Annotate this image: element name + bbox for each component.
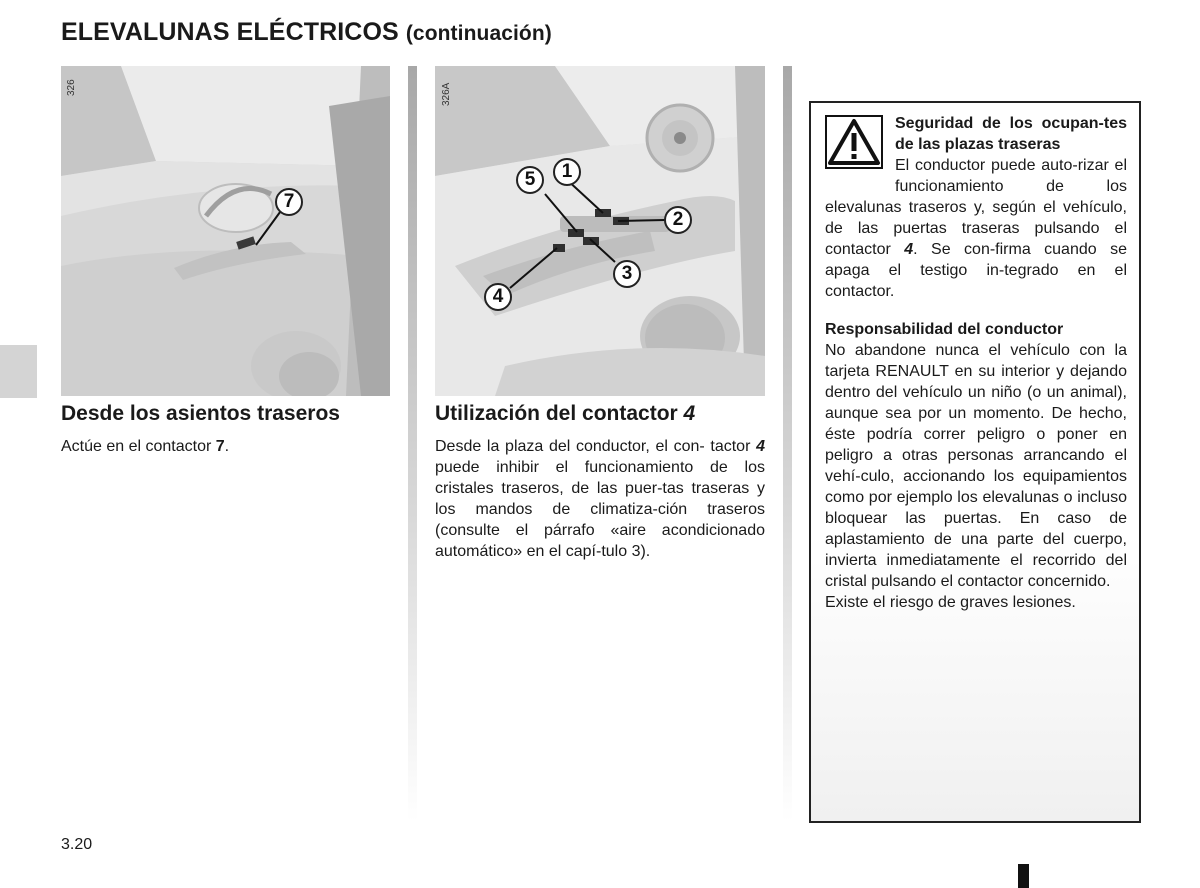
figure-callout-3: 3: [613, 260, 641, 288]
figure-callout-2: 2: [664, 206, 692, 234]
figure-callout-1: 1: [553, 158, 581, 186]
warning-paragraph-1: El conductor puede auto-rizar el funcionamiento de los elevalunas traseros y, según el vehículo, de las puertas traseras pulsando el contactor 4. Se con-firma cuando se apaga el testigo in-tegrado en el contactor.: [825, 157, 1127, 300]
rear-seats-ref: 7: [215, 438, 225, 455]
warning-text: [825, 113, 1127, 613]
page-title-main: ELEVALUNAS ELÉCTRICOS: [61, 18, 399, 46]
figure-code-326a: 326A: [441, 82, 452, 106]
switch-use-line2-start: tactor: [710, 438, 757, 455]
switch-use-rest: de los cristales traseros, de las puer-tas traseras y los mandos de climatiza-ción traseros (consulte el párrafo «aire acondicionado automático» en el capí-tulo 3).: [435, 459, 765, 560]
figure-callout-7: 7: [275, 188, 303, 216]
section-title-switch-use: [435, 402, 695, 426]
corner-mark: [1018, 864, 1029, 888]
column-separator-1: [408, 66, 417, 822]
column-separator-2: [783, 66, 792, 822]
switch-use-line2-end: puede inhibir el funcionamiento: [435, 459, 694, 476]
switch-use-line1: Desde la plaza del conductor, el con-: [435, 438, 705, 455]
rear-seats-text-end: .: [224, 438, 230, 455]
warning-paragraph-3: Existe el riesgo de graves lesiones.: [825, 594, 1076, 611]
switch-use-title-ref: 4: [683, 402, 696, 425]
figure-rear-door: [61, 66, 390, 396]
switch-use-title-text: Utilización del contactor: [435, 402, 684, 425]
warning-paragraph-2: No abandone nunca el vehículo con la tarjeta RENAULT en su interior y dejando dentro del vehículo un niño (o un animal), aunque sea por un momento. De hecho, éste podría correr peligro o poner en peligro a otras personas arrancando el vehí-culo, accionando los equipamientos como por ejemplo los elevalunas o incluso bloquear las puertas. En caso de aplastamiento de una parte del cuerpo, invierta inmediatamente el recorrido del cristal pulsando el contactor concernido.: [825, 342, 1127, 590]
warning-box: [809, 101, 1141, 823]
figure-code-326: 326: [66, 79, 77, 96]
figure-callout-5: 5: [516, 166, 544, 194]
chapter-tab: [0, 345, 37, 398]
figure-callout-4: 4: [484, 283, 512, 311]
figure-driver-switches: [435, 66, 765, 396]
page-number: 3.20: [61, 836, 93, 853]
page-title: [61, 18, 552, 47]
switch-use-line2-ref: 4: [756, 438, 765, 455]
warning-heading: Seguridad de los ocupan-tes de las plazas traseras: [895, 115, 1127, 153]
section-title-rear-seats: Desde los asientos traseros: [61, 402, 340, 425]
rear-seats-text: Actúe en el contactor: [61, 438, 216, 455]
section-body-switch-use: [435, 436, 765, 562]
section-body-rear-seats: [61, 436, 391, 457]
page-title-subtitle: (continuación): [405, 22, 552, 45]
warning-heading-2: Responsabilidad del conductor: [825, 321, 1064, 338]
warning-ref-4: 4: [904, 241, 914, 258]
